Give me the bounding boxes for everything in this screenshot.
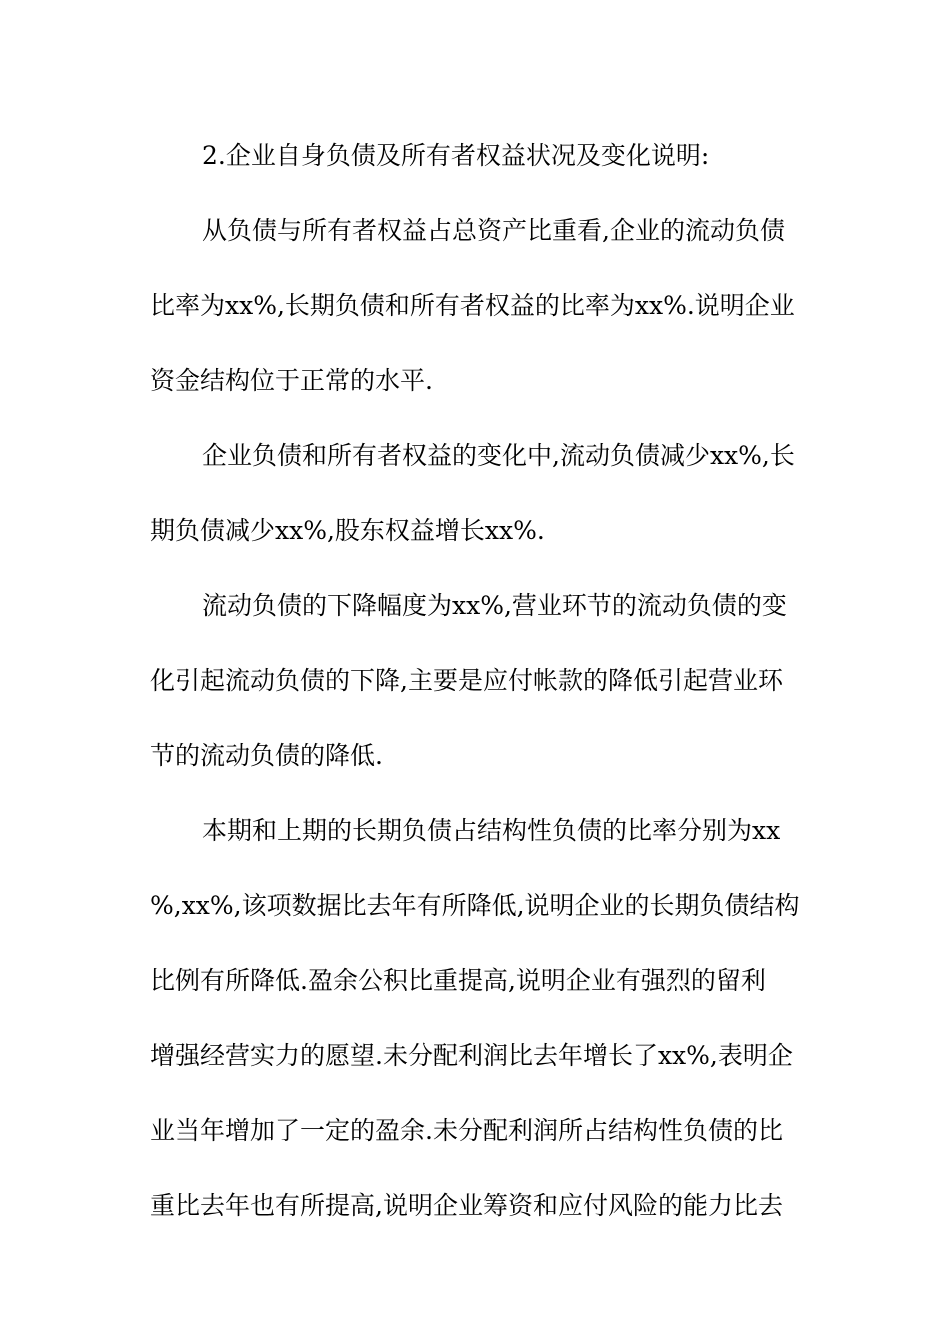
- section-heading: 2.企业自身负债及所有者权益状况及变化说明:: [202, 141, 710, 170]
- paragraph-line: 企业负债和所有者权益的变化中,流动负债减少xx%,长: [202, 441, 795, 470]
- paragraph-line: 增强经营实力的愿望.未分配利润比去年增长了xx%,表明企: [150, 1041, 793, 1070]
- paragraph-line: %,xx%,该项数据比去年有所降低,说明企业的长期负债结构: [150, 891, 800, 920]
- paragraph-line: 本期和上期的长期负债占结构性负债的比率分别为xx: [202, 816, 781, 845]
- paragraph-line: 流动负债的下降幅度为xx%,营业环节的流动负债的变: [202, 591, 787, 620]
- paragraph-line: 重比去年也有所提高,说明企业筹资和应付风险的能力比去: [150, 1191, 783, 1220]
- paragraph-line: 比率为xx%,长期负债和所有者权益的比率为xx%.说明企业: [150, 291, 795, 320]
- paragraph-line: 资金结构位于正常的水平.: [150, 366, 433, 395]
- paragraph-line: 从负债与所有者权益占总资产比重看,企业的流动负债: [202, 216, 785, 245]
- paragraph-line: 业当年增加了一定的盈余.未分配利润所占结构性负债的比: [150, 1116, 783, 1145]
- document-body: [150, 128, 804, 1234]
- paragraph-line: 化引起流动负债的下降,主要是应付帐款的降低引起营业环: [150, 666, 783, 695]
- paragraph-line: 节的流动负债的降低.: [150, 741, 383, 770]
- paragraph-line: 期负债减少xx%,股东权益增长xx%.: [150, 516, 545, 545]
- paragraph-line: 比例有所降低.盈余公积比重提高,说明企业有强烈的留利: [150, 966, 766, 995]
